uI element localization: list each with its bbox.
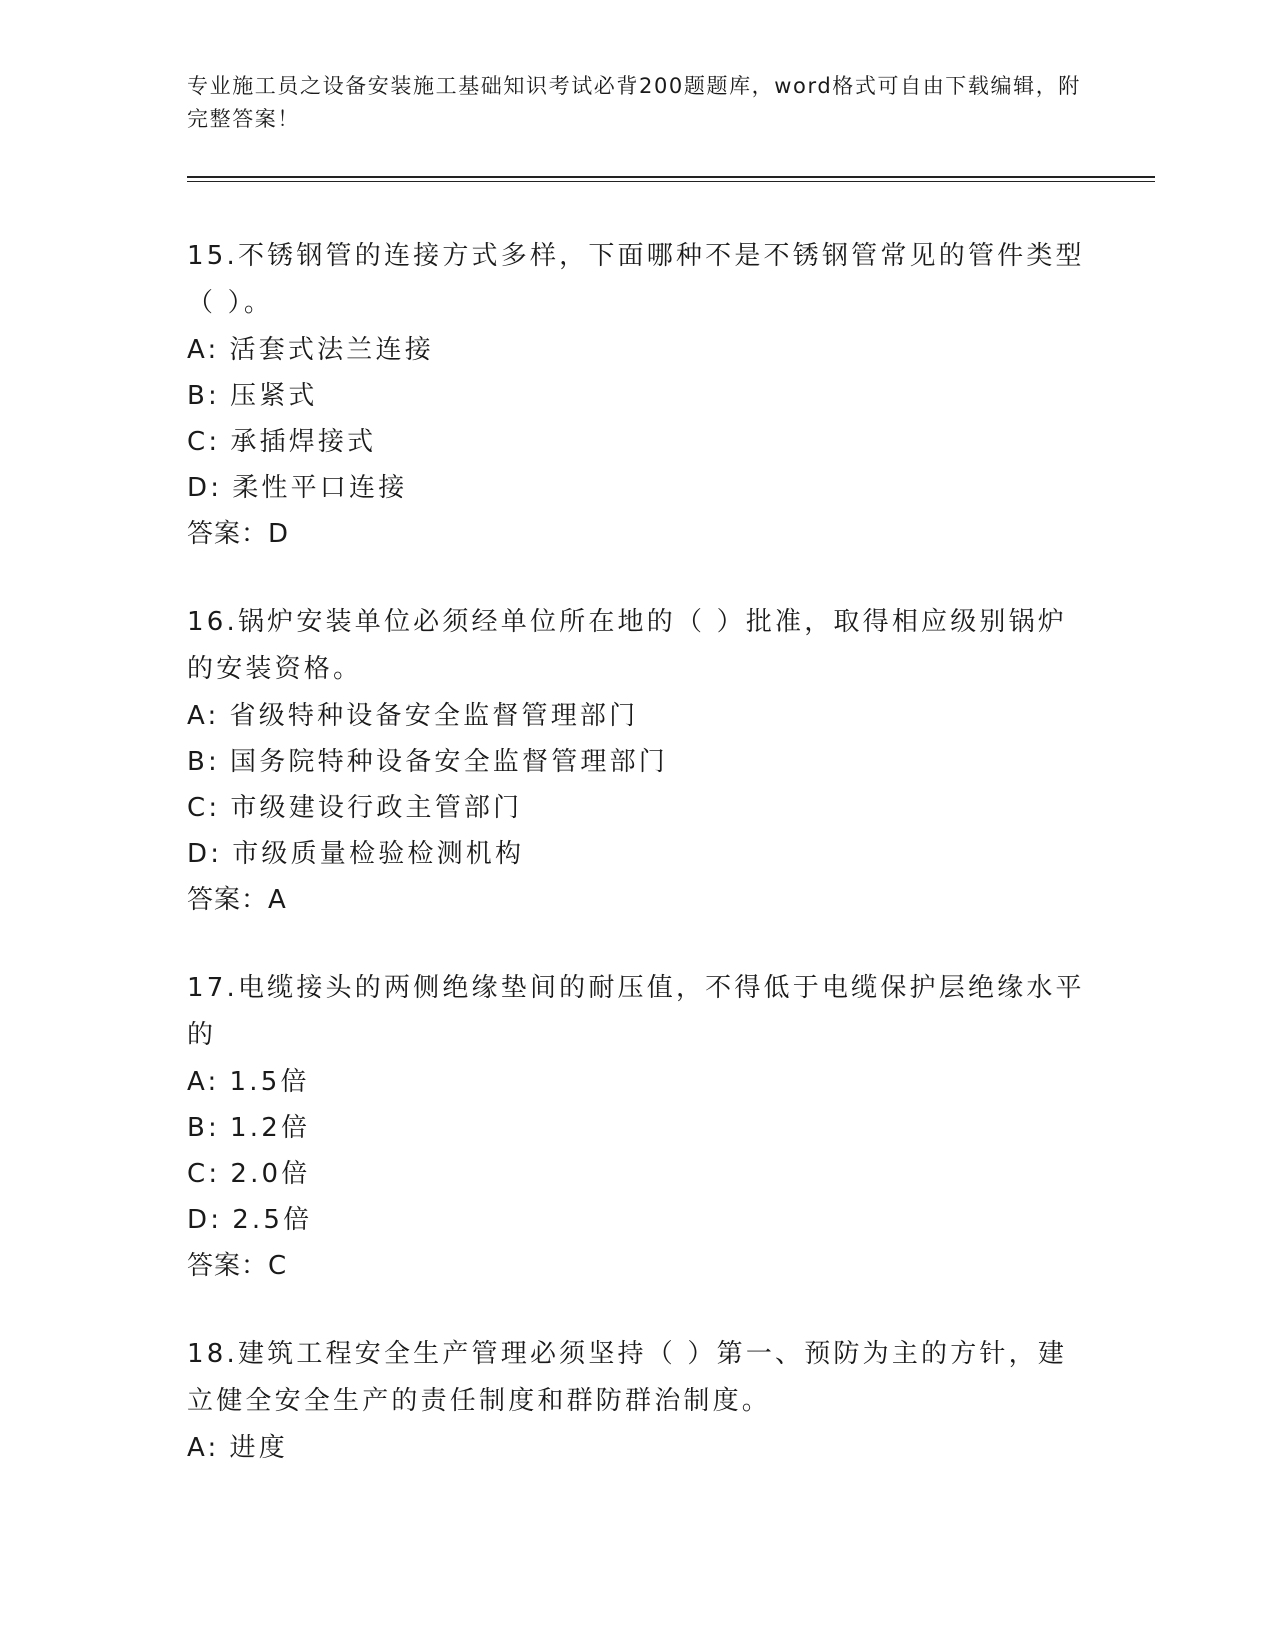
option-d [187, 831, 1087, 877]
option-key: D: [187, 839, 223, 869]
option-key: C: [187, 793, 221, 823]
option-c [187, 785, 1087, 831]
question-18 [187, 1331, 1087, 1471]
option-c [187, 419, 1087, 465]
option-key: A: [187, 1433, 220, 1463]
option-key: B: [187, 747, 220, 777]
answer-line: 答案：D [187, 519, 290, 549]
header-title: 专业施工员之设备安装施工基础知识考试必背200题题库，word格式可自由下载编辑，附完整答案！ [187, 74, 1081, 131]
option-text: 省级特种设备安全监督管理部门 [229, 701, 639, 731]
option-key: D: [187, 1205, 223, 1235]
header-divider-thin [187, 181, 1155, 182]
question-list [187, 233, 1087, 1513]
question-stem: 18.建筑工程安全生产管理必须坚持（ ）第一、预防为主的方针，建立健全安全生产的责任制度和群防群治制度。 [187, 1339, 1068, 1416]
option-a [187, 327, 1087, 373]
option-key: A: [187, 335, 220, 365]
option-text: 国务院特种设备安全监督管理部门 [230, 747, 669, 777]
option-text: 市级质量检验检测机构 [232, 839, 525, 869]
option-text: 市级建设行政主管部门 [230, 793, 523, 823]
option-d [187, 465, 1087, 511]
option-key: B: [187, 1113, 220, 1143]
question-17 [187, 965, 1087, 1289]
option-d [187, 1197, 1087, 1243]
option-a [187, 1059, 1087, 1105]
option-b [187, 1105, 1087, 1151]
option-text: 柔性平口连接 [232, 473, 408, 503]
option-text: 1.2倍 [230, 1113, 311, 1143]
option-text: 1.5倍 [229, 1067, 310, 1097]
option-key: C: [187, 427, 221, 457]
option-text: 压紧式 [230, 381, 318, 411]
option-b [187, 373, 1087, 419]
question-16 [187, 599, 1087, 923]
option-key: C: [187, 1159, 221, 1189]
option-text: 承插焊接式 [230, 427, 377, 457]
option-c [187, 1151, 1087, 1197]
document-header [187, 70, 1087, 136]
option-a [187, 1425, 1087, 1471]
option-text: 2.0倍 [230, 1159, 311, 1189]
option-key: D: [187, 473, 223, 503]
question-stem: 16.锅炉安装单位必须经单位所在地的（ ）批准，取得相应级别锅炉的安装资格。 [187, 607, 1068, 684]
option-text: 2.5倍 [232, 1205, 313, 1235]
option-b [187, 739, 1087, 785]
answer-line: 答案：A [187, 885, 287, 915]
option-key: B: [187, 381, 220, 411]
option-text: 进度 [229, 1433, 288, 1463]
option-a [187, 693, 1087, 739]
header-divider-thick [187, 176, 1155, 178]
question-stem: 17.电缆接头的两侧绝缘垫间的耐压值，不得低于电缆保护层绝缘水平的 [187, 973, 1085, 1050]
option-text: 活套式法兰连接 [229, 335, 434, 365]
question-stem: 15.不锈钢管的连接方式多样，下面哪种不是不锈钢管常见的管件类型（ ）。 [187, 241, 1085, 318]
answer-line: 答案：C [187, 1251, 288, 1281]
option-key: A: [187, 1067, 220, 1097]
question-15 [187, 233, 1087, 557]
option-key: A: [187, 701, 220, 731]
